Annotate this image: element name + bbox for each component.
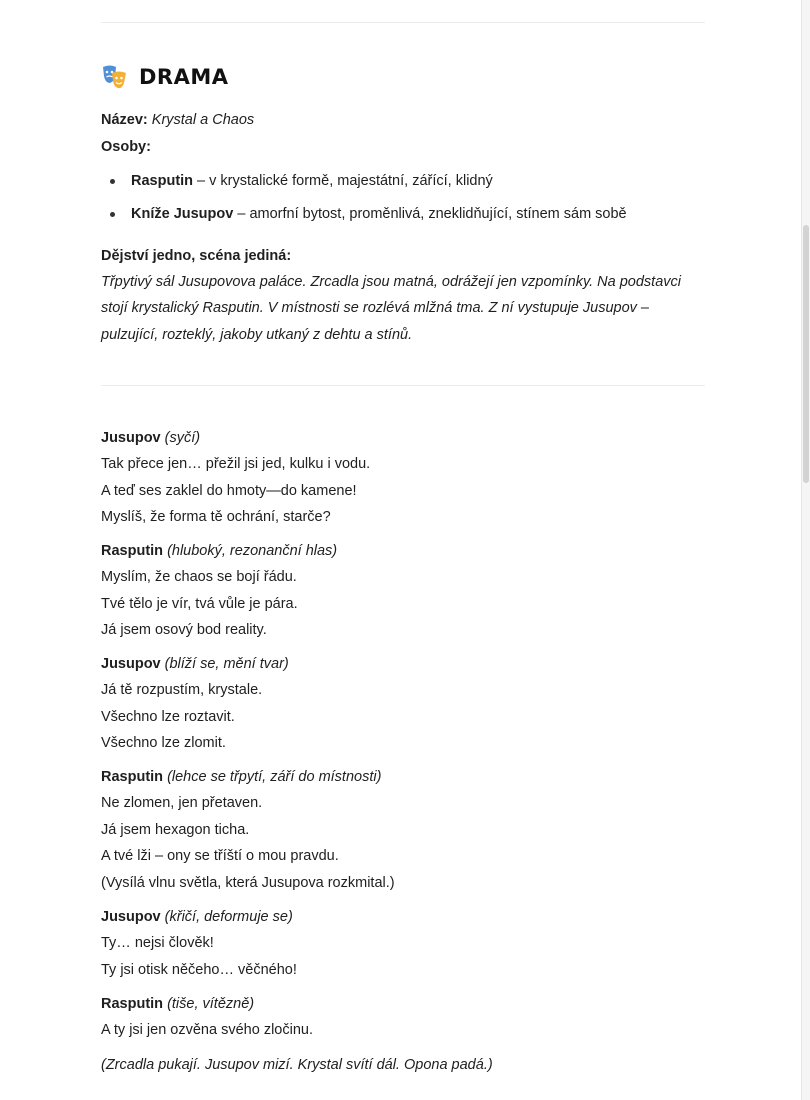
speaker-name: Rasputin: [101, 769, 168, 785]
speaker-name: Jusupov: [101, 430, 165, 446]
speaker-line: [101, 654, 289, 674]
character-name: Rasputin: [131, 173, 194, 189]
speaker-line: [101, 907, 293, 927]
dialogue-line: Tak přece jen… přežil jsi jed, kulku i vodu.: [101, 456, 371, 472]
character-name: Kníže Jusupov: [131, 206, 234, 222]
dialogue-line: Ty jsi otisk něčeho… věčného!: [101, 962, 297, 978]
scene-line-text: Třpytivý sál Jusupovova paláce. Zrcadla jsou matná, odrážejí jen vzpomínky. Na podstavci: [101, 274, 681, 290]
scene-heading: [101, 246, 291, 266]
play-name-value: Krystal a Chaos: [151, 112, 255, 128]
dialogue-line: Já jsem hexagon ticha.: [101, 822, 250, 838]
vertical-scrollbar[interactable]: [801, 0, 810, 1100]
scene-line: [101, 272, 681, 292]
scene-line: [101, 298, 649, 318]
scene-line-text: pulzující, roztеklý, jakoby utkaný z dehtu a stínů.: [101, 327, 413, 343]
dialogue-line: Myslíš, že forma tě ochrání, starče?: [101, 509, 331, 525]
dialogue-line: Ne zlomen, jen přetaven.: [101, 795, 263, 811]
speaker-line: [101, 428, 200, 448]
play-name-label: Název:: [101, 112, 152, 128]
middle-divider: [101, 385, 705, 386]
scene-line-text: stojí krystalický Rasputin. V místnosti se rozlévá mlžná tma. Z ní vystupuje Jusupov –: [101, 300, 649, 316]
stage-direction: (lehce se třpytí, září do místnosti): [167, 769, 382, 785]
dialogue-line: Ty… nejsi člověk!: [101, 935, 214, 951]
stage-direction: (tiše, vítězně): [167, 996, 255, 1012]
closing-text: (Zrcadla pukají. Jusupov mizí. Krystal svítí dál. Opona padá.): [101, 1057, 493, 1073]
character-desc: – v krystalické formě, majestátní, zářící, klidný: [193, 173, 493, 189]
top-divider: [101, 22, 705, 23]
speaker-name: Rasputin: [101, 996, 168, 1012]
closing-direction: [101, 1055, 493, 1075]
speaker-line: [101, 767, 381, 787]
dialogue-line: Já jsem osový bod reality.: [101, 622, 267, 638]
dialogue-line: Všechno lze zlomit.: [101, 735, 226, 751]
dialogue-line: Tvé tělo je vír, tvá vůle je pára.: [101, 596, 298, 612]
scene-heading-text: Dějství jedno, scéna jediná:: [101, 248, 292, 264]
dialogue-line: A ty jsi jen ozvěna svého zločinu.: [101, 1022, 313, 1038]
bullet-icon: [110, 212, 115, 217]
stage-direction: (blíží se, mění tvar): [164, 656, 289, 672]
stage-direction: (křičí, deformuje se): [164, 909, 293, 925]
dialogue-line: A teď ses zaklel do hmoty—do kamene!: [101, 483, 357, 499]
speaker-line: [101, 994, 254, 1014]
speaker-name: Rasputin: [101, 543, 168, 559]
dialogue-line: Všechno lze roztavit.: [101, 709, 235, 725]
list-item: [101, 171, 493, 191]
speaker-name: Jusupov: [101, 656, 165, 672]
section-heading: [101, 62, 229, 92]
scrollbar-thumb[interactable]: [803, 225, 809, 483]
list-item: [101, 204, 627, 224]
speaker-name: Jusupov: [101, 909, 165, 925]
stage-direction: (hluboký, rezonanční hlas): [167, 543, 338, 559]
dialogue-line: A tvé lži – ony se tříští o mou pravdu.: [101, 848, 339, 864]
dialogue-line: Já tě rozpustím, krystale.: [101, 682, 263, 698]
section-title: DRAMA: [139, 65, 229, 89]
character-desc: – amorfní bytost, proměnlivá, zneklidňující, stínem sám sobě: [233, 206, 627, 222]
stage-direction: (syčí): [164, 430, 201, 446]
speaker-line: [101, 541, 337, 561]
dialogue-line: (Vysílá vlnu světla, která Jusupova rozkmital.): [101, 875, 395, 891]
persons-label: [101, 137, 151, 157]
persons-label-text: Osoby:: [101, 139, 151, 155]
dialogue-line: Myslím, že chaos se bojí řádu.: [101, 569, 297, 585]
bullet-icon: [110, 179, 115, 184]
performing-arts-masks-icon: [101, 64, 129, 90]
scene-line: [101, 325, 412, 345]
play-name: [101, 110, 254, 130]
